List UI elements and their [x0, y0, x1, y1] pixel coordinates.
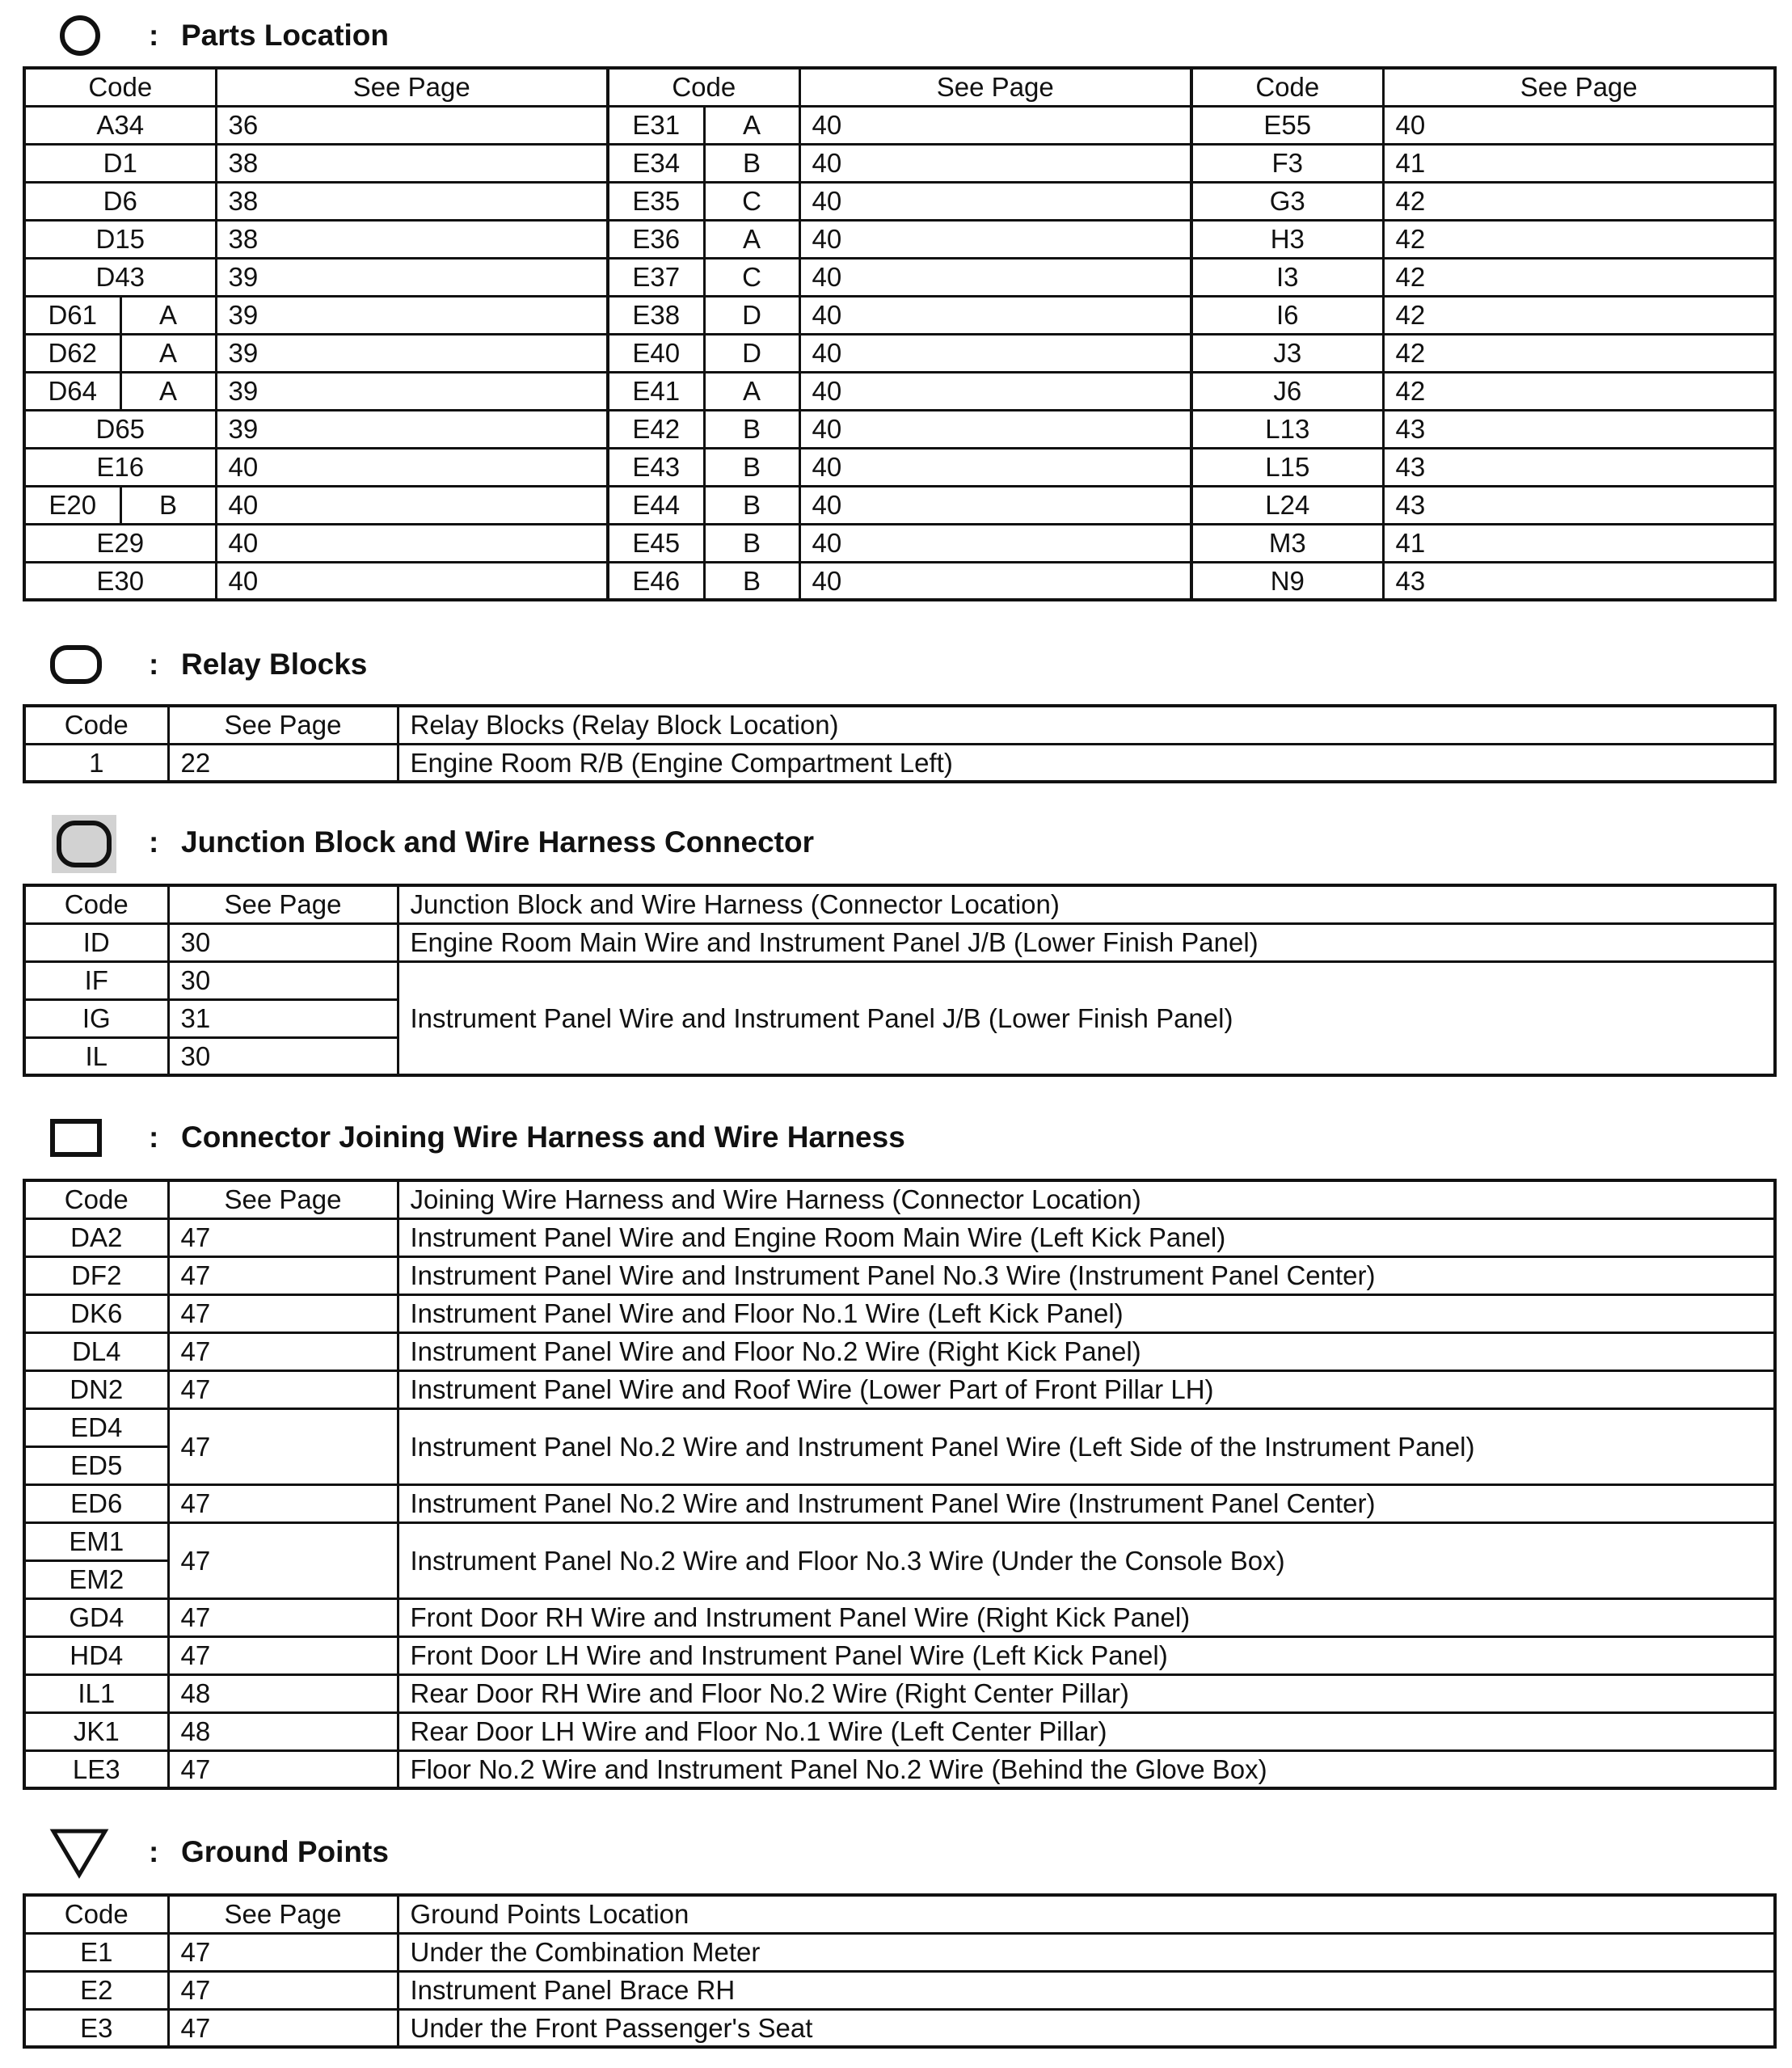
table-row: [24, 1933, 1775, 1971]
table-row: [24, 258, 1775, 296]
see-page-cell: 42: [1383, 258, 1775, 296]
see-page-cell: 40: [1383, 106, 1775, 144]
code-cell: D43: [24, 258, 216, 296]
see-page-cell: 47: [168, 1971, 398, 2009]
header-code-cell: Code: [608, 68, 799, 106]
location-cell: Under the Combination Meter: [398, 1933, 1775, 1971]
see-page-cell: 47: [168, 2009, 398, 2047]
location-cell: Instrument Panel Wire and Engine Room Main Wire (Left Kick Panel): [398, 1218, 1775, 1256]
header-location-cell: Ground Points Location: [398, 1895, 1775, 1933]
table-row: [24, 1712, 1775, 1750]
location-cell: Front Door RH Wire and Instrument Panel Wire (Right Kick Panel): [398, 1598, 1775, 1636]
code-cell: E45: [608, 524, 704, 562]
see-page-cell: 36: [216, 106, 608, 144]
code-cell: GD4: [24, 1598, 168, 1636]
see-page-cell: 42: [1383, 220, 1775, 258]
see-page-cell: 31: [168, 999, 398, 1037]
table-row: [24, 923, 1775, 961]
location-cell: Under the Front Passenger's Seat: [398, 2009, 1775, 2047]
code-cell: D61: [24, 296, 120, 334]
table-row: [24, 1484, 1775, 1522]
sub-code-cell: B: [704, 410, 799, 448]
see-page-cell: 47: [168, 1484, 398, 1522]
code-cell: D62: [24, 334, 120, 372]
see-page-cell: 40: [799, 334, 1191, 372]
code-cell: DF2: [24, 1256, 168, 1294]
header-code-cell: Code: [24, 1895, 168, 1933]
table-row: [24, 1256, 1775, 1294]
code-cell: EM1: [24, 1522, 168, 1560]
code-cell: E31: [608, 106, 704, 144]
code-cell: E41: [608, 372, 704, 410]
code-cell: E35: [608, 182, 704, 220]
table-row: [24, 1750, 1775, 1788]
code-cell: J3: [1191, 334, 1383, 372]
table-header-row: [24, 706, 1775, 744]
see-page-cell: 40: [799, 258, 1191, 296]
table-row: [24, 106, 1775, 144]
section-title: Junction Block and Wire Harness Connector: [181, 825, 814, 859]
sub-code-cell: D: [704, 334, 799, 372]
table-row: [24, 1370, 1775, 1408]
see-page-cell: 47: [168, 1218, 398, 1256]
code-cell: LE3: [24, 1750, 168, 1788]
triangle-icon-outline: [53, 1831, 105, 1875]
see-page-cell: 38: [216, 182, 608, 220]
see-page-cell: 43: [1383, 448, 1775, 486]
see-page-cell: 22: [168, 744, 398, 782]
table-header-row: [24, 1895, 1775, 1933]
see-page-cell: 47: [168, 1598, 398, 1636]
sub-code-cell: D: [704, 296, 799, 334]
header-code-cell: Code: [1191, 68, 1383, 106]
see-page-cell: 47: [168, 1294, 398, 1332]
table-row: [24, 1294, 1775, 1332]
location-cell: Instrument Panel No.2 Wire and Instrument Panel Wire (Left Side of the Instrument Panel): [398, 1408, 1775, 1484]
see-page-cell: 40: [799, 106, 1191, 144]
see-page-cell: 40: [216, 448, 608, 486]
see-page-cell: 40: [799, 562, 1191, 600]
header-code-cell: Code: [24, 706, 168, 744]
table-row: [24, 961, 1775, 999]
code-cell: EM2: [24, 1560, 168, 1598]
see-page-cell: 41: [1383, 144, 1775, 182]
heading-separator: :: [149, 19, 159, 52]
code-cell: DN2: [24, 1370, 168, 1408]
heading-separator: :: [149, 1121, 159, 1154]
table-row: [24, 1971, 1775, 2009]
see-page-cell: 40: [216, 524, 608, 562]
code-cell: E34: [608, 144, 704, 182]
location-cell: Rear Door LH Wire and Floor No.1 Wire (Left Center Pillar): [398, 1712, 1775, 1750]
see-page-cell: 43: [1383, 410, 1775, 448]
location-cell: Instrument Panel Wire and Instrument Panel No.3 Wire (Instrument Panel Center): [398, 1256, 1775, 1294]
sub-code-cell: B: [704, 486, 799, 524]
section-title: Connector Joining Wire Harness and Wire Harness: [181, 1121, 905, 1154]
see-page-cell: 41: [1383, 524, 1775, 562]
code-cell: E2: [24, 1971, 168, 2009]
code-cell: F3: [1191, 144, 1383, 182]
table-row: [24, 220, 1775, 258]
table-row: [24, 1636, 1775, 1674]
junction-block-table: [23, 884, 1777, 1077]
location-cell: Instrument Panel Wire and Roof Wire (Lower Part of Front Pillar LH): [398, 1370, 1775, 1408]
header-see-page-cell: See Page: [799, 68, 1191, 106]
location-cell: Floor No.2 Wire and Instrument Panel No.2 Wire (Behind the Glove Box): [398, 1750, 1775, 1788]
location-cell: Engine Room Main Wire and Instrument Panel J/B (Lower Finish Panel): [398, 923, 1775, 961]
see-page-cell: 42: [1383, 334, 1775, 372]
location-cell: Instrument Panel Wire and Floor No.2 Wire (Right Kick Panel): [398, 1332, 1775, 1370]
sub-code-cell: A: [120, 334, 216, 372]
see-page-cell: 40: [799, 220, 1191, 258]
heading-separator: :: [149, 648, 159, 681]
connector-joining-heading: [0, 1113, 1132, 1162]
header-see-page-cell: See Page: [168, 1895, 398, 1933]
see-page-cell: 40: [216, 562, 608, 600]
sub-code-cell: A: [704, 106, 799, 144]
sub-code-cell: A: [120, 372, 216, 410]
section-title: Relay Blocks: [181, 648, 368, 681]
header-code-cell: Code: [24, 1180, 168, 1218]
table-header-row: [24, 885, 1775, 923]
see-page-cell: 48: [168, 1712, 398, 1750]
code-cell: IL1: [24, 1674, 168, 1712]
code-cell: 1: [24, 744, 168, 782]
code-cell: D1: [24, 144, 216, 182]
see-page-cell: 47: [168, 1750, 398, 1788]
table-row: [24, 372, 1775, 410]
table-row: [24, 1332, 1775, 1370]
circle-icon: [57, 13, 103, 58]
table-row: [24, 486, 1775, 524]
heading-separator: :: [149, 1835, 159, 1868]
sub-code-cell: A: [704, 220, 799, 258]
see-page-cell: 47: [168, 1933, 398, 1971]
header-see-page-cell: See Page: [1383, 68, 1775, 106]
see-page-cell: 40: [799, 448, 1191, 486]
header-location-cell: Joining Wire Harness and Wire Harness (Connector Location): [398, 1180, 1775, 1218]
rectangle-icon: [50, 1119, 102, 1158]
code-cell: E30: [24, 562, 216, 600]
code-cell: E29: [24, 524, 216, 562]
location-cell: Instrument Panel Wire and Floor No.1 Wire (Left Kick Panel): [398, 1294, 1775, 1332]
code-cell: E1: [24, 1933, 168, 1971]
code-cell: A34: [24, 106, 216, 144]
header-see-page-cell: See Page: [168, 885, 398, 923]
code-cell: M3: [1191, 524, 1383, 562]
table-row: [24, 524, 1775, 562]
code-cell: L15: [1191, 448, 1383, 486]
location-cell: Front Door LH Wire and Instrument Panel Wire (Left Kick Panel): [398, 1636, 1775, 1674]
header-see-page-cell: See Page: [216, 68, 608, 106]
see-page-cell: 40: [799, 144, 1191, 182]
code-cell: ED6: [24, 1484, 168, 1522]
code-cell: I6: [1191, 296, 1383, 334]
code-cell: I3: [1191, 258, 1383, 296]
code-cell: IL: [24, 1037, 168, 1075]
see-page-cell: 30: [168, 1037, 398, 1075]
table-row: [24, 334, 1775, 372]
see-page-cell: 39: [216, 296, 608, 334]
code-cell: JK1: [24, 1712, 168, 1750]
code-cell: L24: [1191, 486, 1383, 524]
code-cell: IF: [24, 961, 168, 999]
sub-code-cell: C: [704, 182, 799, 220]
code-cell: ED4: [24, 1408, 168, 1446]
see-page-cell: 42: [1383, 296, 1775, 334]
circle-icon-outline: [62, 18, 98, 53]
code-cell: E16: [24, 448, 216, 486]
code-cell: D6: [24, 182, 216, 220]
see-page-cell: 39: [216, 258, 608, 296]
code-cell: L13: [1191, 410, 1383, 448]
sub-code-cell: C: [704, 258, 799, 296]
see-page-cell: 43: [1383, 486, 1775, 524]
location-cell: Instrument Panel No.2 Wire and Floor No.3 Wire (Under the Console Box): [398, 1522, 1775, 1598]
see-page-cell: 47: [168, 1256, 398, 1294]
see-page-cell: 39: [216, 410, 608, 448]
code-cell: E55: [1191, 106, 1383, 144]
see-page-cell: 40: [799, 372, 1191, 410]
shaded-rounded-rectangle-icon: [52, 815, 116, 873]
see-page-cell: 47: [168, 1636, 398, 1674]
code-cell: N9: [1191, 562, 1383, 600]
triangle-icon: [50, 1828, 108, 1878]
location-cell: Instrument Panel Wire and Instrument Panel J/B (Lower Finish Panel): [398, 961, 1775, 1075]
table-row: [24, 2009, 1775, 2047]
see-page-cell: 30: [168, 961, 398, 999]
code-cell: E43: [608, 448, 704, 486]
section-title: Ground Points: [181, 1835, 389, 1868]
table-header-row: [24, 1180, 1775, 1218]
code-cell: E44: [608, 486, 704, 524]
code-cell: D65: [24, 410, 216, 448]
table-row: [24, 144, 1775, 182]
code-cell: E40: [608, 334, 704, 372]
code-cell: DK6: [24, 1294, 168, 1332]
table-header-row: [24, 68, 1775, 106]
see-page-cell: 40: [216, 486, 608, 524]
code-cell: DL4: [24, 1332, 168, 1370]
see-page-cell: 47: [168, 1408, 398, 1484]
code-cell: E37: [608, 258, 704, 296]
code-cell: HD4: [24, 1636, 168, 1674]
table-row: [24, 296, 1775, 334]
ground-points-table: [23, 1893, 1777, 2049]
see-page-cell: 40: [799, 486, 1191, 524]
rounded-rectangle-icon-outline: [53, 648, 99, 682]
code-cell: E3: [24, 2009, 168, 2047]
code-cell: E38: [608, 296, 704, 334]
see-page-cell: 42: [1383, 182, 1775, 220]
table-row: [24, 1218, 1775, 1256]
code-cell: D15: [24, 220, 216, 258]
table-row: [24, 1408, 1775, 1446]
code-cell: E20: [24, 486, 120, 524]
see-page-cell: 40: [799, 410, 1191, 448]
code-cell: E42: [608, 410, 704, 448]
table-row: [24, 182, 1775, 220]
connector-joining-table: [23, 1179, 1777, 1790]
see-page-cell: 47: [168, 1332, 398, 1370]
relay-blocks-table: [23, 704, 1777, 783]
code-cell: J6: [1191, 372, 1383, 410]
code-cell: E36: [608, 220, 704, 258]
parts-location-table: [23, 66, 1777, 601]
table-row: [24, 562, 1775, 600]
location-cell: Engine Room R/B (Engine Compartment Left): [398, 744, 1775, 782]
heading-separator: :: [149, 825, 159, 859]
code-cell: E46: [608, 562, 704, 600]
relay-blocks-heading: [0, 640, 1132, 689]
table-row: [24, 1598, 1775, 1636]
sub-code-cell: A: [120, 296, 216, 334]
header-location-cell: Junction Block and Wire Harness (Connector Location): [398, 885, 1775, 923]
code-cell: D64: [24, 372, 120, 410]
location-cell: Instrument Panel Brace RH: [398, 1971, 1775, 2009]
see-page-cell: 40: [799, 182, 1191, 220]
header-see-page-cell: See Page: [168, 706, 398, 744]
see-page-cell: 43: [1383, 562, 1775, 600]
table-row: [24, 1674, 1775, 1712]
code-cell: ID: [24, 923, 168, 961]
sub-code-cell: A: [704, 372, 799, 410]
sub-code-cell: B: [704, 524, 799, 562]
see-page-cell: 38: [216, 144, 608, 182]
see-page-cell: 48: [168, 1674, 398, 1712]
header-code-cell: Code: [24, 68, 216, 106]
code-cell: DA2: [24, 1218, 168, 1256]
location-cell: Rear Door RH Wire and Floor No.2 Wire (Right Center Pillar): [398, 1674, 1775, 1712]
parts-location-heading: [0, 11, 1132, 60]
rounded-rectangle-icon: [50, 645, 102, 684]
table-row: [24, 1522, 1775, 1560]
see-page-cell: 40: [799, 296, 1191, 334]
see-page-cell: 47: [168, 1522, 398, 1598]
location-cell: Instrument Panel No.2 Wire and Instrument Panel Wire (Instrument Panel Center): [398, 1484, 1775, 1522]
table-row: [24, 448, 1775, 486]
code-cell: G3: [1191, 182, 1383, 220]
see-page-cell: 40: [799, 524, 1191, 562]
code-cell: IG: [24, 999, 168, 1037]
sub-code-cell: B: [704, 144, 799, 182]
see-page-cell: 39: [216, 372, 608, 410]
see-page-cell: 42: [1383, 372, 1775, 410]
sub-code-cell: B: [120, 486, 216, 524]
see-page-cell: 38: [216, 220, 608, 258]
section-title: Parts Location: [181, 19, 389, 52]
code-cell: ED5: [24, 1446, 168, 1484]
see-page-cell: 30: [168, 923, 398, 961]
ground-points-heading: [0, 1828, 1132, 1876]
rectangle-icon-outline: [53, 1121, 99, 1154]
junction-block-heading: [0, 818, 1132, 867]
header-see-page-cell: See Page: [168, 1180, 398, 1218]
see-page-cell: 39: [216, 334, 608, 372]
table-row: [24, 410, 1775, 448]
sub-code-cell: B: [704, 448, 799, 486]
code-cell: H3: [1191, 220, 1383, 258]
header-code-cell: Code: [24, 885, 168, 923]
sub-code-cell: B: [704, 562, 799, 600]
see-page-cell: 47: [168, 1370, 398, 1408]
table-row: [24, 744, 1775, 782]
header-location-cell: Relay Blocks (Relay Block Location): [398, 706, 1775, 744]
